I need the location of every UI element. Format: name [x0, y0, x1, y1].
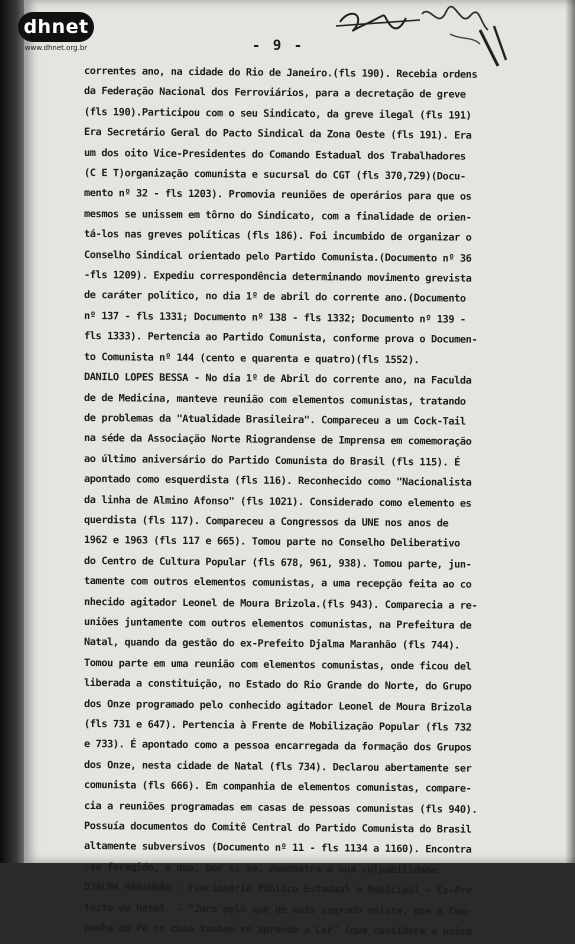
dhnet-logo[interactable]: [18, 12, 94, 56]
text-line: Era Secretário Geral do Pacto Sindical da Zona Oeste (fls 191). Era: [83, 127, 472, 142]
text-line: na séde da Associação Norte Riograndense de Imprensa em comemoração: [83, 433, 472, 449]
text-line: Tomou parte em uma reunião com elementos comunistas, onde ficou del: [83, 657, 472, 673]
text-line: ao último aniversário do Partido Comunista do Brasil (fls 115). É: [83, 453, 460, 469]
text-line: comunista (fls 666). Em companhia de elementos comunistas, compare-: [83, 780, 472, 795]
text-line: da linha de Almino Afonso" (fls 1021). Considerado como elemento es: [83, 494, 472, 510]
text-line: fls 1333). Pertencia ao Partido Comunista, conforme prova o Documen-: [83, 331, 478, 347]
text-line: e 733). É apontado como a pessoa encarregada da formação dos Grupos: [83, 739, 472, 755]
logo-url: www.dhnet.org.br: [24, 44, 88, 52]
text-line: de de Medicina, manteve reunião com elementos comunistas, tratando: [83, 392, 466, 408]
page-number: - 9 -: [252, 38, 305, 54]
text-line: tamente com outros elementos comunistas, a uma recepção feita ao co: [83, 576, 472, 591]
text-line: Natal, quando da gestão do ex-Prefeito Djalma Maranhão (fls 744).: [83, 637, 460, 652]
text-line: altamente subversivos (Documento nº 11 - fls 1134 a 1160). Encontra: [83, 841, 472, 857]
text-line: mento nº 32 - fls 1203). Promovia reuniões de operários para que os: [83, 188, 472, 204]
text-line: panha de Pé no chão também se aprende a Ler" (que considera a única: [83, 923, 472, 938]
text-line: (fls 731 e 647). Pertencia à Frente de Mobilização Popular (fls 732: [83, 719, 472, 734]
handwritten-annotation: [330, 0, 530, 70]
page-binding-shadow: [0, 0, 24, 863]
text-line: nhecido agitador Leonel de Moura Brizola.(fls 943). Comparecia a re-: [83, 596, 478, 612]
typed-text-body: [84, 62, 564, 939]
text-line: Conselho Sindical orientado pelo Partido Comunista.(Documento nº 36: [83, 249, 472, 265]
logo-wordmark: dhnet: [18, 12, 94, 42]
text-line: feito de Natal. - "Juro pelo que de mais sagrado existe, que a Cam-: [83, 902, 472, 918]
text-line: do Centro de Cultura Popular (fls 678, 961, 938). Tomou parte, jun-: [83, 555, 472, 571]
text-line: dos Onze programado pelo conhecido agitador Leonel de Moura Brizola: [83, 698, 472, 714]
text-line: -fls 1209). Expediu correspondência determinando movimento grevista: [83, 270, 472, 285]
page-edge-shadow: [565, 0, 575, 863]
text-line: nº 137 - fls 1331; Documento nº 138 - fls 1332; Documento nº 139 -: [83, 310, 466, 326]
text-line: DJALMA MARANHÃO - Funcionário Público Estadual e Municipal - Ex-Pre: [83, 882, 472, 897]
text-line: liberada a constituição, no Estado do Rio Grande do Norte, do Grupo: [83, 678, 472, 693]
text-line: querdista (fls 117). Compareceu a Congressos da UNE nos anos de: [83, 514, 449, 530]
text-line: dos Onze, nesta cidade de Natal (fls 734). Declarou abertamente ser: [83, 759, 472, 775]
text-line: (C E T)organização comunista e sucursal do CGT (fls 370,729)(Docu-: [83, 168, 466, 183]
text-line: DANILO LOPES BESSA - No dia 1º de Abril do corrente ano, na Faculda: [83, 372, 472, 387]
text-line: tá-los nas greves políticas (fls 186). Foi incumbido de organizar o: [83, 229, 472, 244]
text-line: apontado como esquerdista (fls 116). Reconhecido como "Nacionalista: [83, 474, 472, 489]
text-line: uniões juntamente com outros elementos comunistas, na Prefeitura de: [83, 616, 472, 632]
text-line: Possuía documentos do Comitê Central do Partido Comunista do Brasil: [83, 821, 472, 836]
text-line: da Federação Nacional dos Ferroviários, para a decretação de greve: [83, 86, 466, 102]
text-line: mesmos se unissem em tôrno do Sindicato, com a finalidade de orien-: [83, 208, 472, 224]
text-line: cia a reuniões programadas em casas de pessoas comunistas (fls 940).: [83, 800, 478, 816]
text-line: to Comunista nº 144 (cento e quarenta e quatro)(fls 1552).: [83, 351, 420, 366]
text-line: um dos oito Vice-Presidentes do Comando Estadual dos Trabalhadores: [83, 147, 466, 163]
text-line: de problemas da "Atualidade Brasileira". Compareceu a um Cock-Tail: [83, 412, 466, 428]
text-line: (fls 190).Participou com o seu Sindicato, da greve ilegal (fls 191): [83, 106, 472, 122]
text-line: -se foragido, o que, por si só, demonstra a sua culpabilidade.: [83, 861, 443, 877]
text-line: correntes ano, na cidade do Rio de Janeiro.(fls 190). Recebia ordens: [83, 66, 478, 81]
text-line: de caráter político, no dia 1º de abril do corrente ano.(Documento: [83, 290, 466, 306]
text-line: 1962 e 1963 (fls 117 e 665). Tomou parte no Conselho Deliberativo: [83, 535, 460, 550]
